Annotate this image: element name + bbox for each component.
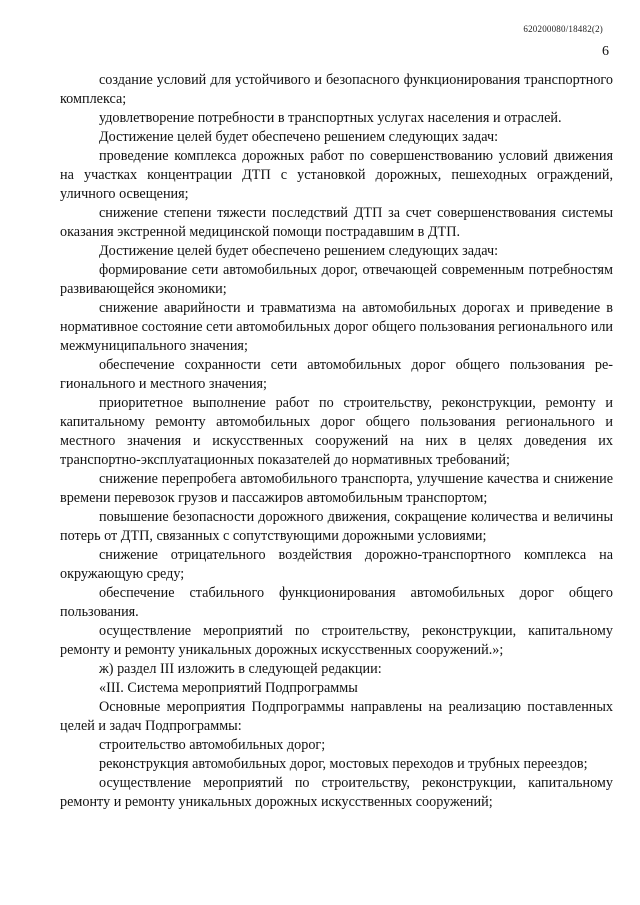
paragraph: Достижение целей будет обеспечено решением следующих задач:	[99, 243, 499, 259]
paragraph: приоритетное выполнение работ по строительству, реконструкции, ремонту и капитальному ремонту автомобильных дорог общего пользования регионального и местного значения и искусственных сооружений на них в целях доведения их транспортно-эксплуатационных показателей до нормативных требований;	[60, 395, 613, 468]
paragraph: Основные мероприятия Подпрограммы направлены на реализацию поставленных целей и задач Подпрограммы:	[60, 699, 613, 734]
paragraph: удовлетворение потребности в транспортных услугах населения и отраслей.	[99, 110, 562, 126]
paragraph: строительство автомобильных дорог;	[99, 737, 326, 753]
paragraph: снижение отрицательного воздействия дорожно-транспортного комплекса на окружающую среду;	[60, 547, 613, 582]
document-body	[60, 71, 613, 812]
paragraph: осуществление мероприятий по строительству, реконструкции, капитальному ремонту и ремонту уникальных дорожных искусственных сооружений;	[60, 775, 613, 810]
paragraph: обеспечение стабильного функционирования автомобильных дорог общего пользования.	[60, 585, 613, 620]
paragraph: создание условий для устойчивого и безопасного функционирования транспортного комплекса;	[60, 72, 613, 107]
page-number: 6	[602, 44, 609, 59]
document-id: 620200080/18482(2)	[523, 24, 603, 34]
paragraph: формирование сети автомобильных дорог, отвечающей современным потребностям развивающейся экономики;	[60, 262, 613, 297]
paragraph: проведение комплекса дорожных работ по совершенствованию условий движения на участках концентрации ДТП с установкой дорожных, пешеходных ограждений, уличного освещения;	[60, 148, 613, 202]
paragraph: Достижение целей будет обеспечено решением следующих задач:	[99, 129, 499, 145]
paragraph: реконструкция автомобильных дорог, мостовых переходов и трубных переездов;	[99, 756, 588, 772]
paragraph: обеспечение сохранности сети автомобильных дорог общего пользования регионального и местного значения;	[60, 357, 613, 392]
paragraph: снижение степени тяжести последствий ДТП за счет совершенствования системы оказания экстренной медицинской помощи пострадавшим в ДТП.	[60, 205, 613, 240]
paragraph: повышение безопасности дорожного движения, сокращение количества и величины потерь от ДТП, связанных с сопутствующими дорожными условиями;	[60, 509, 613, 544]
section-heading: «III. Система мероприятий Подпрограммы	[99, 680, 358, 696]
paragraph: снижение аварийности и травматизма на автомобильных дорогах и приведение в нормативное состояние сети автомобильных дорог общего пользования регионального или межмуниципального значения;	[60, 300, 613, 354]
paragraph: снижение перепробега автомобильного транспорта, улучшение качества и снижение времени перевозок грузов и пассажиров автомобильным транспортом;	[60, 471, 613, 506]
paragraph: осуществление мероприятий по строительству, реконструкции, капитальному ремонту и ремонту уникальных дорожных искусственных сооружений.»;	[60, 623, 613, 658]
paragraph: ж) раздел III изложить в следующей редакции:	[99, 661, 382, 677]
